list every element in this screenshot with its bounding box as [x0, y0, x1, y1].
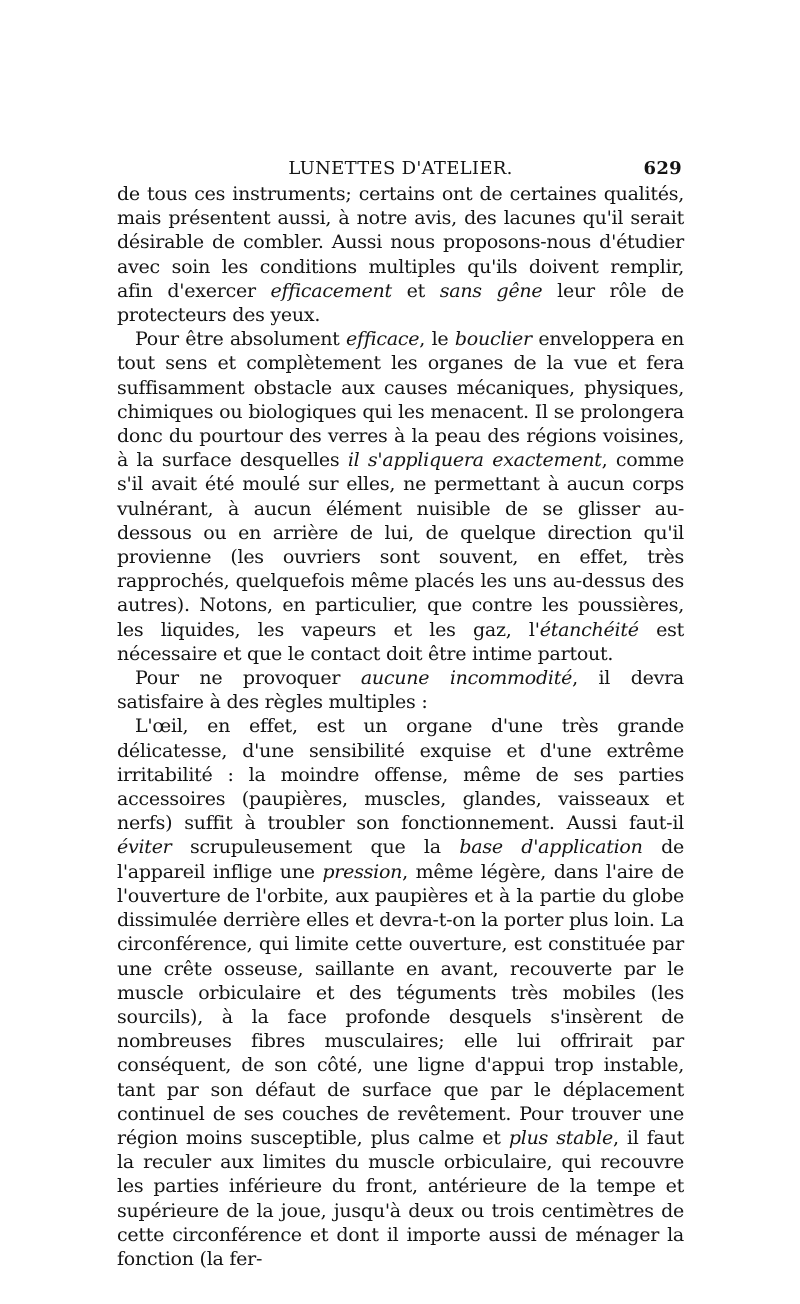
- text-run: Pour être absolument: [135, 328, 347, 351]
- text-run: de tous ces instruments; certains ont de certaines qualités, mais présentent aussi, à notre avis, des lacunes qu'il serait désirable de combler. Aussi nous proposons-nous d'étudier avec soin les conditions multiples qu'ils doivent remplir, afin d'exercer: [117, 183, 684, 302]
- italic-text: pression: [322, 860, 403, 883]
- page-number: 629: [643, 158, 682, 179]
- italic-text: étanchéité: [539, 618, 639, 641]
- text-run: , il devra satisfaire à des règles multiples :: [117, 667, 684, 714]
- italic-text: efficace: [346, 328, 420, 351]
- book-page: [117, 148, 684, 1271]
- text-run: de l'appareil inflige une: [117, 836, 685, 883]
- italic-text: efficacement: [270, 279, 392, 302]
- text-run: L'œil, en effet, est un organe d'une très grande délicatesse, d'une sensibilité exquise et d'une extrême irritabilité : la moindre offense, même de ses parties accessoires (paupières, muscles, glandes, vaisseaux et nerfs) suffit à troubler son fonctionnement. Aussi faut-il: [117, 715, 684, 835]
- text-run: et: [391, 279, 440, 302]
- italic-text: base d'application: [459, 836, 643, 859]
- running-head: [117, 148, 684, 182]
- text-run: , comme s'il avait été moulé sur elles, ne permettant à aucun corps vulnérant, à aucun élément nuisible de se glisser au-dessous ou en arrière de lui, de quelque direction qu'il provienne (les ouvriers sont souvent, en effet, très rapprochés, quelquefois même placés les uns au-dessus des autres). Notons, en particulier, que contre les poussières, les liquides, les vapeurs et les gaz, l': [117, 449, 685, 641]
- italic-text: sans gêne: [439, 279, 543, 302]
- text-run: enveloppera en tout sens et complètement les organes de la vue et fera suffisamment obstacle aux causes mécaniques, physiques, chimiques ou biologiques qui les menacent. Il se prolongera donc du pourtour des verres à la peau des régions voisines, à la surface desquelles: [117, 328, 684, 472]
- italic-text: il s'appliquera exactement: [347, 449, 602, 472]
- text-run: est nécessaire et que le contact doit être intime partout.: [117, 618, 684, 665]
- text-run: leur rôle de protecteurs des yeux.: [117, 279, 684, 327]
- italic-text: plus stable: [508, 1126, 613, 1149]
- paragraph: [117, 182, 684, 327]
- italic-text: aucune incommodité: [360, 667, 573, 690]
- italic-text: bouclier: [454, 328, 532, 351]
- running-title: LUNETTES D'ATELIER.: [288, 158, 513, 179]
- paragraph: [117, 666, 684, 714]
- text-run: , il faut la reculer aux limites du muscle orbiculaire, qui recouvre les parties inférieure du front, antérieure de la tempe et supérieure de la joue, jusqu'à deux ou trois centimètres de cette circonférence et dont il importe aussi de ménager la fonction (la fer-: [117, 1126, 685, 1270]
- text-run: scrupuleusement que la: [171, 836, 460, 859]
- body-text: [117, 182, 684, 1271]
- italic-text: éviter: [117, 836, 172, 859]
- text-run: , même légère, dans l'aire de l'ouverture de l'orbite, aux paupières et à la partie du globe dissimulée derrière elles et devra-t-on la porter plus loin. La circonférence, qui limite cette ouverture, est constituée par une crête osseuse, saillante en avant, recouverte par le muscle orbiculaire et des téguments très mobiles (les sourcils), à la face profonde desquels s'insèrent de nombreuses fibres musculaires; elle lui offrirait par conséquent, de son côté, une ligne d'appui trop instable, tant par son défaut de surface que par le déplacement continuel de ses couches de revêtement. Pour trouver une région moins susceptible, plus calme et: [117, 860, 684, 1149]
- paragraph: [117, 327, 684, 666]
- text-run: Pour ne provoquer: [135, 667, 361, 690]
- text-run: , le: [419, 328, 455, 351]
- paragraph: [117, 714, 684, 1271]
